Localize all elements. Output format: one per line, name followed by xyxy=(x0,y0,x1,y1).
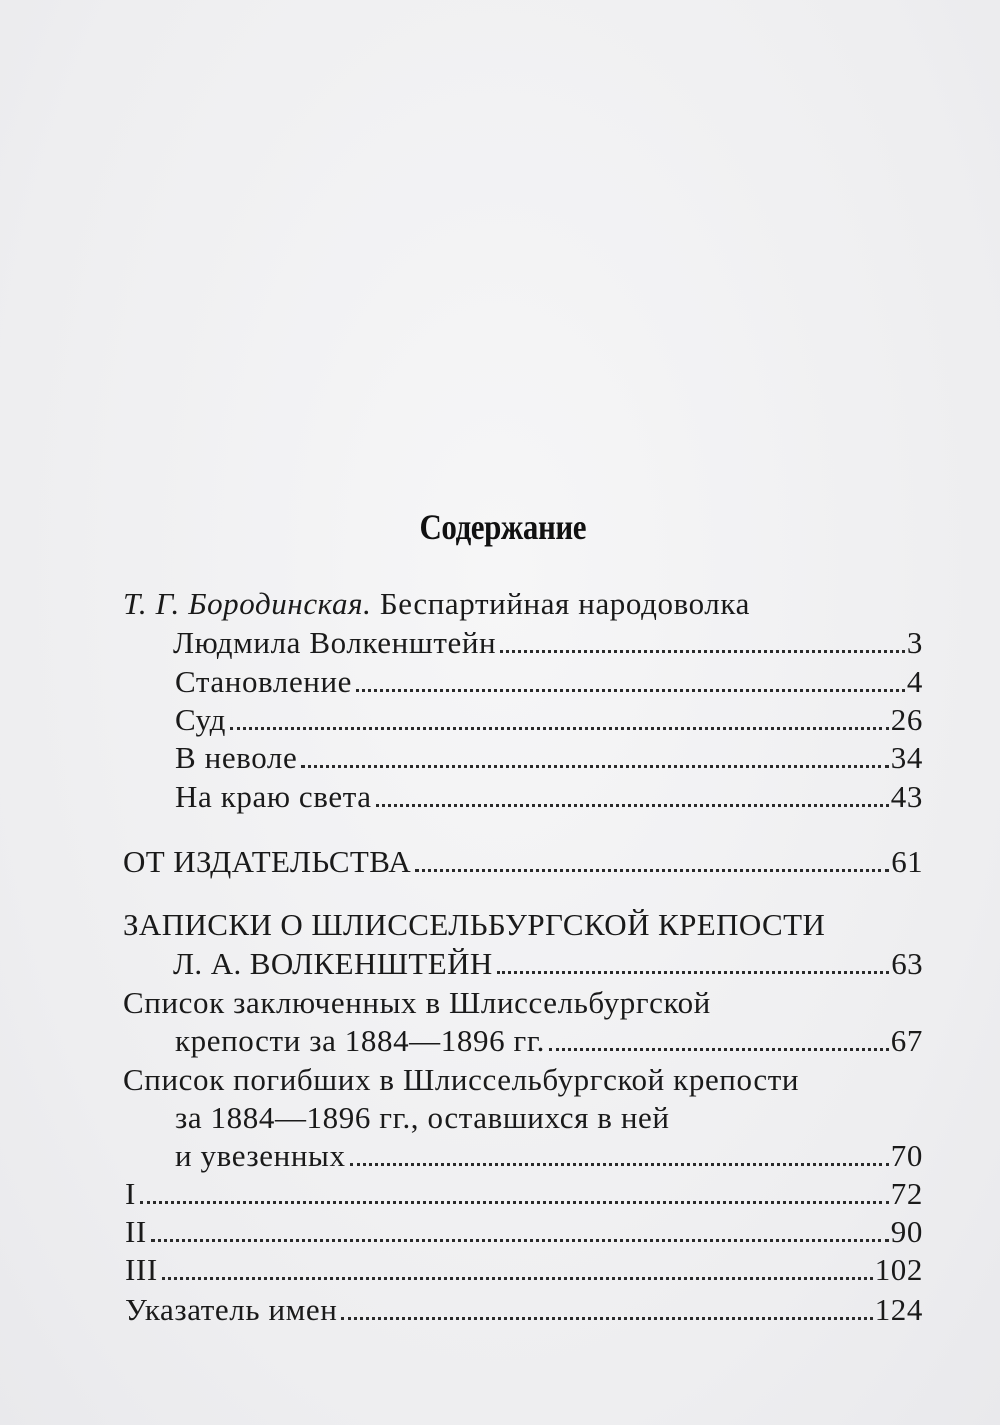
toc-entry[interactable] xyxy=(173,624,923,662)
toc-intro-heading xyxy=(123,585,750,623)
toc-leader-dots xyxy=(415,869,889,872)
toc-entry[interactable] xyxy=(175,663,923,701)
toc-entry-page: 102 xyxy=(874,1252,923,1287)
toc-leader-dots xyxy=(162,1277,873,1280)
toc-entry-label: II xyxy=(125,1214,147,1249)
toc-entry-label: Указатель имен xyxy=(125,1292,338,1327)
toc-entry-label[interactable]: Список заключенных в Шлиссельбургской xyxy=(123,985,711,1020)
toc-entry-label: ОТ ИЗДАТЕЛЬСТВА xyxy=(123,844,412,879)
toc-entry-page: 63 xyxy=(891,946,923,981)
toc-entry-label: Суд xyxy=(175,702,227,737)
toc-entry[interactable] xyxy=(175,1022,923,1060)
toc-entry-label: I xyxy=(125,1176,136,1211)
toc-entry[interactable] xyxy=(173,945,923,983)
toc-entry-page: 67 xyxy=(890,1023,923,1058)
toc-entry-label: и увезенных xyxy=(175,1138,346,1173)
toc-entry-label: На краю света xyxy=(175,779,372,814)
toc-leader-dots xyxy=(500,650,905,653)
toc-entry-page: 72 xyxy=(890,1176,923,1211)
toc-entry-label: III xyxy=(125,1252,158,1287)
toc-leader-dots xyxy=(497,971,890,974)
page-title: Содержание xyxy=(419,507,587,547)
toc-leader-dots xyxy=(151,1239,889,1242)
toc-entry-label: Людмила Волкенштейн xyxy=(173,625,497,660)
toc-entry-label: Л. А. ВОЛКЕНШТЕЙН xyxy=(173,946,493,981)
toc-leader-dots xyxy=(341,1317,872,1320)
toc-leader-dots xyxy=(549,1048,889,1051)
toc-entry-page: 3 xyxy=(906,625,923,660)
toc-entry-label[interactable]: ЗАПИСКИ О ШЛИССЕЛЬБУРГСКОЙ КРЕПОСТИ xyxy=(123,907,826,942)
toc-leader-dots xyxy=(376,804,889,807)
toc-entry-page: 70 xyxy=(890,1138,923,1173)
toc-entry[interactable] xyxy=(125,1251,923,1289)
toc-entry-page: 26 xyxy=(890,702,923,737)
toc-entry[interactable] xyxy=(175,1137,923,1175)
toc-entry[interactable] xyxy=(123,843,923,881)
toc-intro-author: Т. Г. Бородинская. xyxy=(123,586,372,621)
toc-entry-label[interactable]: Список погибших в Шлиссельбургской крепости xyxy=(123,1062,800,1097)
toc-entry-page: 61 xyxy=(891,844,923,879)
toc-entry-label: Становление xyxy=(175,664,353,699)
toc-leader-dots xyxy=(350,1163,889,1166)
toc-entry-page: 90 xyxy=(890,1214,923,1249)
toc-leader-dots xyxy=(230,727,889,730)
toc-leader-dots xyxy=(140,1201,889,1204)
toc-intro-title: Беспартийная народоволка xyxy=(379,586,750,621)
toc-entry[interactable] xyxy=(175,739,923,777)
toc-entry[interactable] xyxy=(175,778,923,816)
toc-entry-page: 43 xyxy=(890,779,923,814)
toc-entry-page: 4 xyxy=(906,664,923,699)
toc-entry[interactable] xyxy=(125,1213,923,1251)
toc-entry-label[interactable]: за 1884—1896 гг., оставшихся в ней xyxy=(175,1100,670,1135)
toc-entry-page: 34 xyxy=(890,740,923,775)
toc-entry-page: 124 xyxy=(874,1292,923,1327)
toc-entry-label: В неволе xyxy=(175,740,298,775)
toc-entry[interactable] xyxy=(125,1175,923,1213)
toc-entry[interactable] xyxy=(175,701,923,739)
toc-leader-dots xyxy=(301,765,888,768)
toc-entry[interactable] xyxy=(125,1291,923,1329)
toc-leader-dots xyxy=(356,689,905,692)
toc-entry-label: крепости за 1884—1896 гг. xyxy=(175,1023,546,1058)
